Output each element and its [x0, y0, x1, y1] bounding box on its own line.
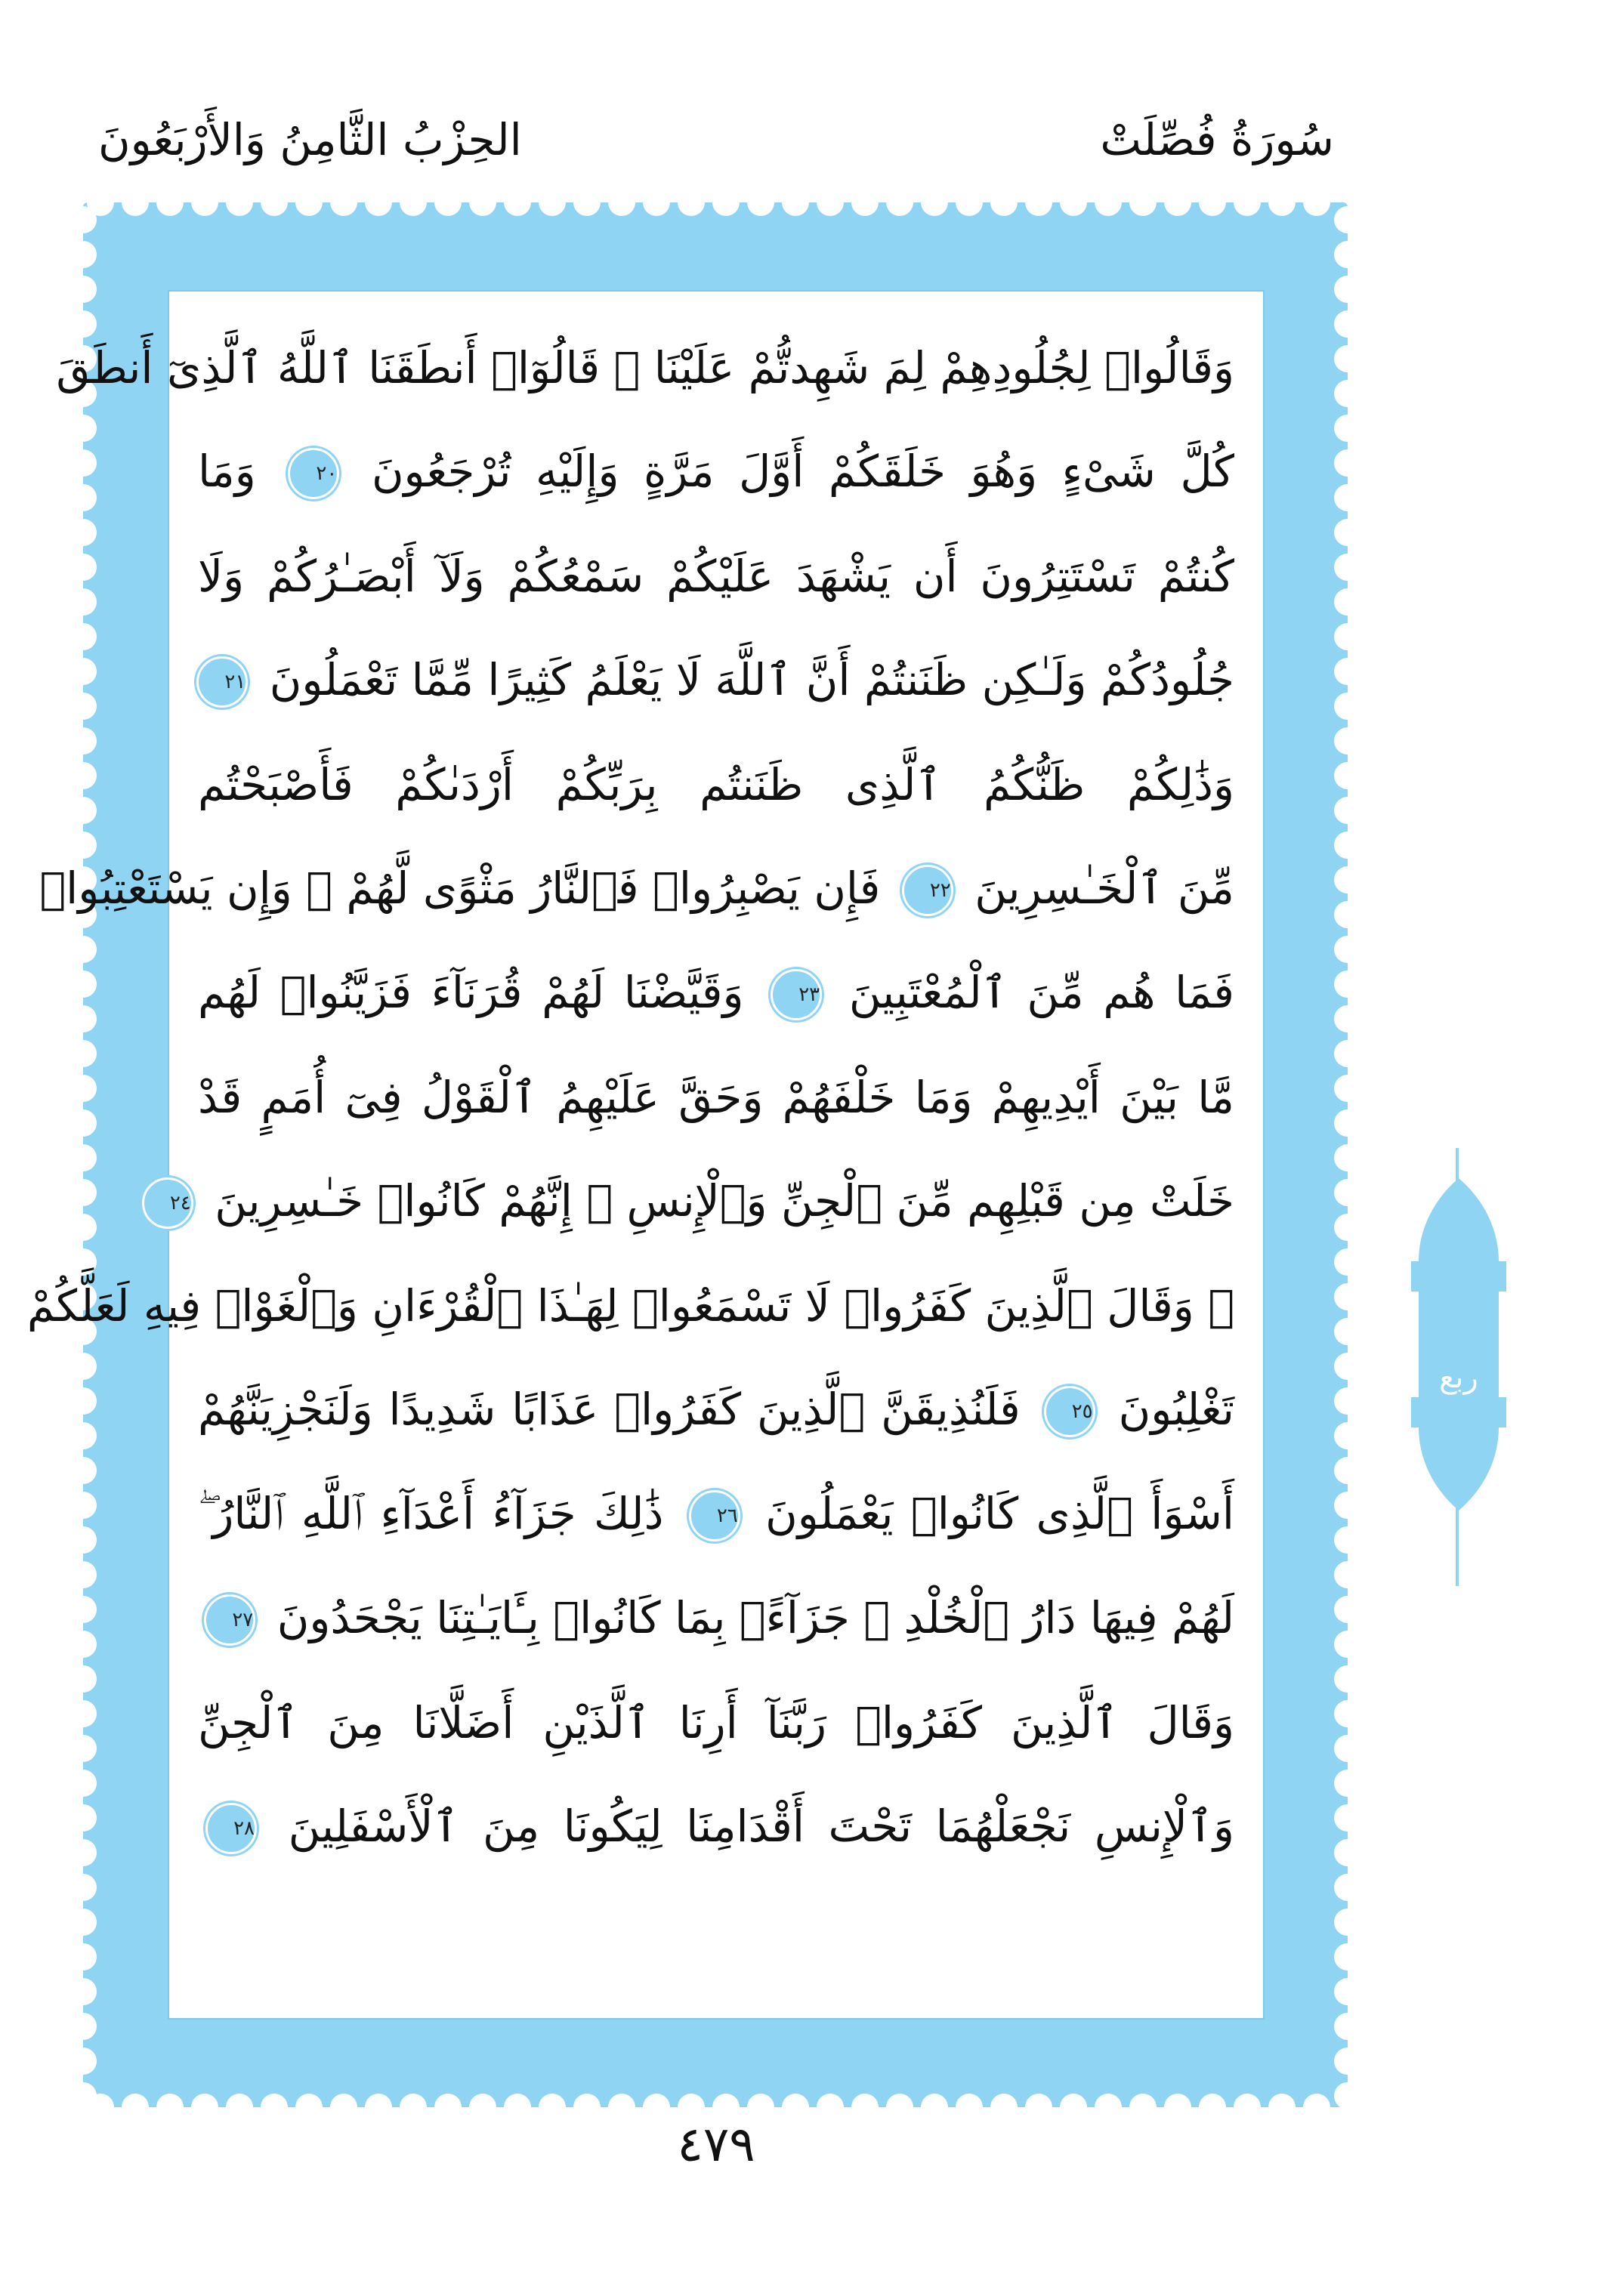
- ayah-number-marker: ٢٨: [205, 1803, 257, 1854]
- frame-scallop: [1334, 1214, 1361, 1241]
- frame-scallop: [69, 1804, 97, 1832]
- frame-scallop: [1334, 1735, 1361, 1762]
- frame-scallop: [1334, 2082, 1361, 2109]
- text-line: [56, 316, 1234, 420]
- frame-scallop: [69, 1457, 97, 1484]
- frame-scallop: [1334, 1422, 1361, 1449]
- verse-text: مَّا بَيْنَ أَيْدِيهِمْ وَمَا خَلْفَهُمْ وَحَقَّ عَلَيْهِمُ ٱلْقَوْلُ فِىٓ أُمَمٍ قَدْ: [198, 1072, 1234, 1123]
- frame-scallop: [1334, 1665, 1361, 1693]
- frame-scallop: [1334, 276, 1361, 303]
- frame-scallop: [1334, 1457, 1361, 1484]
- verse-text: خَلَتْ مِن قَبْلِهِم مِّنَ ٱلْجِنِّ وَٱلْإِنسِ ۖ إِنَّهُمْ كَانُوا۟ خَـٰسِرِينَ ٢٤: [198, 1174, 1234, 1230]
- frame-scallop: [1334, 1144, 1361, 1171]
- text-line: [198, 733, 1234, 837]
- frame-scallop: [712, 189, 740, 216]
- ayah-number-marker: ٢٣: [771, 969, 822, 1020]
- text-line: [198, 1566, 1234, 1671]
- frame-scallop: [69, 554, 97, 581]
- text-line: [198, 941, 1234, 1045]
- verse-text: وَٱلْإِنسِ نَجْعَلْهُمَا تَحْتَ أَقْدَامِنَا لِيَكُونَا مِنَ ٱلْأَسْفَلِينَ ٢٨: [198, 1800, 1234, 1855]
- frame-scallop: [1334, 1248, 1361, 1276]
- frame-scallop: [1334, 1005, 1361, 1032]
- verse-text: تَغْلِبُونَ ٢٥ فَلَنُذِيقَنَّ ٱلَّذِينَ كَفَرُوا۟ عَذَابًا شَدِيدًا وَلَنَجْزِيَنَّهُمْ: [198, 1383, 1234, 1438]
- frame-scallop: [69, 1248, 97, 1276]
- text-line: [169, 1150, 1234, 1254]
- frame-scallop: [69, 1040, 97, 1067]
- frame-scallop: [69, 727, 97, 755]
- frame-scallop: [504, 189, 531, 216]
- text-line: [198, 1358, 1234, 1462]
- verse-text: مِّنَ ٱلْخَـٰسِرِينَ ٢٢ فَإِن يَصْبِرُوا۟ فَٱلنَّارُ مَثْوًى لَّهُمْ ۖ وَإِن يَسْتَعْتِبُوا۟: [198, 862, 1234, 917]
- frame-scallop: [69, 1214, 97, 1241]
- frame-scallop: [69, 1353, 97, 1380]
- frame-scallop: [817, 189, 844, 216]
- frame-scallop: [1334, 901, 1361, 928]
- frame-scallop: [1334, 623, 1361, 650]
- frame-scallop: [69, 484, 97, 511]
- frame-scallop: [69, 1631, 97, 1658]
- frame-scallop: [434, 189, 462, 216]
- verse-text: كُنتُمْ تَسْتَتِرُونَ أَن يَشْهَدَ عَلَيْكُمْ سَمْعُكُمْ وَلَآ أَبْصَـٰرُكُمْ وَلَا: [198, 551, 1234, 602]
- frame-scallop: [1334, 1770, 1361, 1797]
- ayah-number-marker: ٢١: [196, 656, 248, 708]
- frame-scallop: [1334, 519, 1361, 546]
- frame-scallop: [1164, 189, 1191, 216]
- frame-scallop: [1334, 797, 1361, 824]
- ayah-number-marker: ٢٦: [689, 1490, 740, 1541]
- frame-scallop: [156, 189, 184, 216]
- frame-scallop: [69, 276, 97, 303]
- frame-scallop: [69, 1839, 97, 1866]
- verse-text: وَذَٰلِكُمْ ظَنُّكُمُ ٱلَّذِى ظَنَنتُم بِرَبِّكُمْ أَرْدَىٰكُمْ فَأَصْبَحْتُم: [198, 759, 1234, 810]
- frame-scallop: [69, 241, 97, 268]
- frame-scallop: [1334, 832, 1361, 859]
- frame-scallop: [1334, 1318, 1361, 1345]
- frame-scallop: [1025, 189, 1052, 216]
- frame-scallop: [69, 762, 97, 789]
- frame-scallop: [1334, 1909, 1361, 1936]
- frame-scallop: [1334, 1353, 1361, 1380]
- frame-scallop: [69, 1909, 97, 1936]
- frame-scallop: [69, 1978, 97, 2005]
- verse-text: أَسْوَأَ ٱلَّذِى كَانُوا۟ يَعْمَلُونَ ٢٦ ذَٰلِكَ جَزَآءُ أَعْدَآءِ ٱللَّهِ ٱلنَّارُ ۖ: [198, 1487, 1234, 1542]
- verse-text-continued: فَإِن يَصْبِرُوا۟ فَٱلنَّارُ مَثْوًى لَّهُمْ ۖ وَإِن يَسْتَعْتِبُوا۟: [39, 862, 881, 914]
- frame-scallop: [1334, 415, 1361, 442]
- frame-scallop: [226, 189, 253, 216]
- frame-scallop: [1334, 1804, 1361, 1832]
- frame-scallop: [69, 693, 97, 720]
- frame-scallop: [365, 189, 392, 216]
- frame-scallop: [69, 832, 97, 859]
- frame-scallop: [69, 936, 97, 963]
- frame-scallop: [851, 189, 879, 216]
- frame-scallop: [1334, 1978, 1361, 2005]
- ayah-number-marker: ٢٥: [1044, 1386, 1095, 1437]
- verse-text-continued: وَمَا: [198, 445, 256, 497]
- text-line: [198, 1671, 1234, 1775]
- frame-scallop: [1334, 1700, 1361, 1727]
- text-line: [198, 1775, 1234, 1879]
- frame-scallop: [1334, 2048, 1361, 2075]
- text-line: [198, 420, 1234, 524]
- verse-text: فَمَا هُم مِّنَ ٱلْمُعْتَبِينَ ٢٣ وَقَيَّضْنَا لَهُمْ قُرَنَآءَ فَزَيَّنُوا۟ لَهُم: [198, 966, 1234, 1021]
- frame-scallop: [1303, 189, 1330, 216]
- frame-scallop: [69, 1492, 97, 1519]
- frame-scallop: [69, 1179, 97, 1206]
- frame-scallop: [69, 1075, 97, 1102]
- ayah-number-marker: ٢٢: [902, 865, 953, 916]
- frame-scallop: [69, 1943, 97, 1970]
- frame-scallop: [1334, 588, 1361, 616]
- ayah-number-marker: ٢٤: [142, 1177, 193, 1229]
- frame-scallop: [69, 1665, 97, 1693]
- text-line: [198, 1462, 1234, 1566]
- frame-scallop: [539, 189, 566, 216]
- frame-scallop: [1334, 241, 1361, 268]
- frame-scallop: [573, 189, 601, 216]
- frame-scallop: [1334, 1596, 1361, 1623]
- frame-scallop: [1334, 1874, 1361, 1901]
- verse-text-continued: وَقَيَّضْنَا لَهُمْ قُرَنَآءَ فَزَيَّنُوا۟ لَهُم: [198, 966, 744, 1018]
- frame-scallop: [1334, 345, 1361, 372]
- frame-scallop: [69, 971, 97, 998]
- frame-scallop: [69, 1144, 97, 1171]
- rub-marker-label: ربع: [1439, 1360, 1478, 1395]
- frame-scallop: [1334, 971, 1361, 998]
- frame-scallop: [1334, 1943, 1361, 1970]
- verse-text: ۞ وَقَالَ ٱلَّذِينَ كَفَرُوا۟ لَا تَسْمَعُوا۟ لِهَـٰذَا ٱلْقُرْءَانِ وَٱلْغَوْا۟ فِيهِ لَعَلَّكُمْ: [26, 1280, 1234, 1332]
- frame-scallop: [1095, 189, 1122, 216]
- frame-scallop: [956, 189, 983, 216]
- frame-scallop: [69, 2082, 97, 2109]
- frame-scallop: [747, 189, 774, 216]
- frame-scallop: [1334, 1387, 1361, 1415]
- frame-scallop: [1334, 727, 1361, 755]
- frame-scallop: [1334, 310, 1361, 338]
- frame-scallop: [1334, 1040, 1361, 1067]
- frame-scallop: [1334, 1492, 1361, 1519]
- text-line: [198, 524, 1234, 628]
- text-line: [39, 837, 1234, 941]
- frame-scallop: [782, 189, 809, 216]
- verse-text: وَقَالُوا۟ لِجُلُودِهِمْ لِمَ شَهِدتُّمْ عَلَيْنَا ۖ قَالُوٓا۟ أَنطَقَنَا ٱللَّهُ ٱلَّذِىٓ أَنطَقَ: [56, 342, 1234, 393]
- verse-text: كُلَّ شَىْءٍ وَهُوَ خَلَقَكُمْ أَوَّلَ مَرَّةٍ وَإِلَيْهِ تُرْجَعُونَ ٢٠ وَمَا: [198, 445, 1234, 500]
- frame-scallop: [1334, 1631, 1361, 1658]
- frame-scallop: [69, 415, 97, 442]
- frame-scallop: [469, 189, 496, 216]
- quran-text: [26, 316, 1235, 1992]
- frame-scallop: [69, 1874, 97, 1901]
- frame-scallop: [1334, 936, 1361, 963]
- frame-scallop: [69, 1526, 97, 1554]
- frame-scallop: [1334, 380, 1361, 407]
- frame-scallop: [69, 1422, 97, 1449]
- surah-title: سُورَةُ فُصِّلَتْ: [1100, 114, 1334, 165]
- frame-scallop: [1334, 206, 1361, 233]
- frame-scallop: [69, 1109, 97, 1137]
- frame-scallop: [1334, 1109, 1361, 1137]
- frame-scallop: [1334, 554, 1361, 581]
- frame-scallop: [1334, 1839, 1361, 1866]
- frame-scallop: [1334, 1561, 1361, 1588]
- frame-scallop: [69, 2013, 97, 2040]
- frame-scallop: [921, 189, 948, 216]
- frame-scallop: [69, 658, 97, 685]
- frame-scallop: [69, 588, 97, 616]
- ayah-number-marker: ٢٧: [204, 1594, 255, 1646]
- frame-scallop: [69, 1700, 97, 1727]
- text-line: [198, 628, 1234, 733]
- frame-scallop: [1334, 1283, 1361, 1310]
- frame-scallop: [69, 449, 97, 477]
- frame-scallop: [1334, 693, 1361, 720]
- text-line: [198, 1045, 1234, 1150]
- frame-scallop: [1060, 189, 1087, 216]
- verse-text: وَقَالَ ٱلَّذِينَ كَفَرُوا۟ رَبَّنَآ أَرِنَا ٱلَّذَيْنِ أَضَلَّانَا مِنَ ٱلْجِنِّ: [198, 1697, 1234, 1748]
- frame-scallop: [608, 189, 635, 216]
- frame-scallop: [1334, 762, 1361, 789]
- frame-scallop: [69, 519, 97, 546]
- frame-scallop: [1334, 484, 1361, 511]
- frame-scallop: [330, 189, 357, 216]
- frame-scallop: [886, 189, 913, 216]
- verse-text-continued: فَلَنُذِيقَنَّ ٱلَّذِينَ كَفَرُوا۟ عَذَابًا شَدِيدًا وَلَنَجْزِيَنَّهُمْ: [198, 1383, 1021, 1435]
- frame-scallop: [69, 797, 97, 824]
- frame-scallop: [69, 1596, 97, 1623]
- frame-scallop: [69, 1770, 97, 1797]
- frame-scallop: [1199, 189, 1226, 216]
- frame-scallop: [678, 189, 705, 216]
- rub-marker-icon: [1402, 1148, 1515, 1541]
- frame-scallop: [1334, 1075, 1361, 1102]
- frame-scallop: [69, 1005, 97, 1032]
- frame-scallop: [122, 189, 149, 216]
- frame-scallop: [1334, 449, 1361, 477]
- ayah-number-marker: ٢٠: [288, 448, 339, 499]
- verse-text-continued: ذَٰلِكَ جَزَآءُ أَعْدَآءِ ٱللَّهِ ٱلنَّارُ ۖ: [198, 1487, 664, 1539]
- text-line: [26, 1254, 1234, 1358]
- frame-scallop: [1334, 866, 1361, 893]
- frame-scallop: [1334, 1179, 1361, 1206]
- frame-scallop: [1234, 189, 1261, 216]
- frame-scallop: [69, 1561, 97, 1588]
- frame-scallop: [1334, 2013, 1361, 2040]
- frame-scallop: [69, 2048, 97, 2075]
- frame-scallop: [69, 310, 97, 338]
- verse-text: جُلُودُكُمْ وَلَـٰكِن ظَنَنتُمْ أَنَّ ٱللَّهَ لَا يَعْلَمُ كَثِيرًا مِّمَّا تَعْمَلُونَ ٢١: [198, 653, 1234, 708]
- frame-scallop: [400, 189, 427, 216]
- hizb-title: الحِزْبُ الثَّامِنُ وَالأَرْبَعُونَ: [98, 114, 522, 165]
- frame-scallop: [69, 206, 97, 233]
- frame-scallop: [1129, 189, 1157, 216]
- frame-scallop: [1334, 1526, 1361, 1554]
- frame-scallop: [69, 623, 97, 650]
- verse-text: لَهُمْ فِيهَا دَارُ ٱلْخُلْدِ ۖ جَزَآءًۢ بِمَا كَانُوا۟ بِـَٔايَـٰتِنَا يَجْحَدُونَ ٢٧: [198, 1591, 1234, 1646]
- frame-scallop: [1268, 189, 1296, 216]
- frame-scallop: [191, 189, 218, 216]
- frame-scallop: [990, 189, 1018, 216]
- frame-scallop: [69, 1387, 97, 1415]
- frame-scallop: [643, 189, 670, 216]
- frame-scallop: [295, 189, 323, 216]
- frame-scallop: [1334, 658, 1361, 685]
- frame-scallop: [69, 1735, 97, 1762]
- page-number: ٤٧٩: [677, 2117, 755, 2173]
- frame-scallop: [261, 189, 288, 216]
